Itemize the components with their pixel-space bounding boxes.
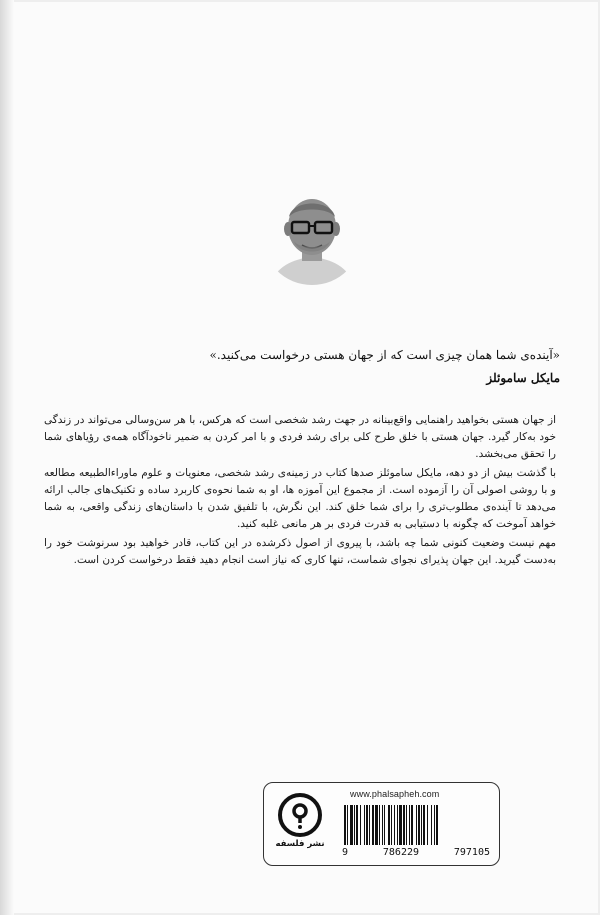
barcode-bar: [384, 805, 385, 845]
blurb-text: [44, 412, 556, 571]
barcode-bar: [360, 805, 361, 845]
barcode-bar: [366, 805, 368, 845]
barcode-bar: [344, 805, 346, 845]
barcode-bar: [427, 805, 428, 845]
barcode-bar: [364, 805, 365, 845]
quote-block: [50, 347, 560, 385]
barcode-bar: [354, 805, 355, 845]
quote-author: مایکل ساموئلز: [486, 371, 560, 385]
spine-shadow: [0, 0, 14, 915]
blurb-paragraph: مهم نیست وضعیت کنونی شما چه باشد، با پیروی از اصول ذکرشده در این کتاب، قادر خواهید بود سرنوشت خود را به‌دست گیرید. این جهان پذیرای نجوای شماست، تنها کاری که نیاز است انجام دهید فقط درخواست کردن است.: [44, 537, 556, 566]
barcode-bar: [418, 805, 420, 845]
barcode-bar: [379, 805, 380, 845]
barcode-bar: [399, 805, 402, 845]
barcode-bar: [409, 805, 410, 845]
publisher-logo: [274, 793, 326, 859]
barcode-bar: [403, 805, 405, 845]
publisher-box: [263, 782, 500, 866]
isbn-group: 9: [342, 847, 349, 858]
blurb-paragraph: با گذشت بیش از دو دهه، مایکل ساموئلز صدها کتاب در زمینه‌ی رشد شخصی، معنویات و علوم ماوراءالطبیعه مطالعه و با روشی اصولی آن را آزموده است. از مجموع این آموزه ها، او به شما نحوه‌ی کاربرد ساده و تکنیک‌های جالب ارائه می‌دهد تا آینده‌ی مطلوب‌تری را برای شما خلق کند. این نگرش، با تلفیق شدن با داستان‌های زندگی واقعی، به شما خواهد آموخت که چگونه با دستیابی به قدرت فردی بر هر مانعی غلبه کنید.: [44, 467, 556, 530]
barcode-bar: [350, 805, 353, 845]
publisher-logo-icon: [278, 793, 322, 837]
barcode-bar: [347, 805, 348, 845]
publisher-website: www.phalsapheh.com: [350, 789, 440, 799]
barcode-bar: [388, 805, 390, 845]
barcode-bar: [375, 805, 378, 845]
barcode-bar: [397, 805, 398, 845]
barcode-bar: [416, 805, 417, 845]
isbn-group: 786229: [382, 847, 420, 858]
barcode-bar: [411, 805, 413, 845]
barcode-bar: [391, 805, 392, 845]
barcode-bar: [421, 805, 422, 845]
barcode-bar: [382, 805, 383, 845]
quote-text: «آینده‌ی شما همان چیزی است که از جهان هستی درخواست می‌کنید.»: [209, 348, 560, 362]
isbn-barcode: [342, 805, 490, 845]
barcode-bar: [436, 805, 438, 845]
barcode-bar: [394, 805, 395, 845]
barcode-bar: [356, 805, 358, 845]
barcode-bar: [372, 805, 374, 845]
isbn-number: [342, 847, 490, 858]
barcode-bar: [431, 805, 432, 845]
barcode-bar: [369, 805, 370, 845]
blurb-paragraph: از جهان هستی بخواهید راهنمایی واقع‌بینانه در جهت رشد شخصی است که هرکس، با هر سن‌وسالی می‌تواند در زندگی خود به‌کار گیرد. جهان هستی با خلق طرح کلی برای رشد فردی و با امر کردن به ضمیر ناخودآگاه همه‌ی رؤیاهای شما را تحقق می‌بخشد.: [44, 414, 556, 460]
author-portrait: [262, 185, 362, 285]
barcode-bar: [406, 805, 407, 845]
isbn-group: 797105: [453, 847, 490, 858]
publisher-logo-text: نشر فلسفه: [275, 839, 325, 849]
barcode-bar: [423, 805, 425, 845]
barcode-bar: [434, 805, 435, 845]
